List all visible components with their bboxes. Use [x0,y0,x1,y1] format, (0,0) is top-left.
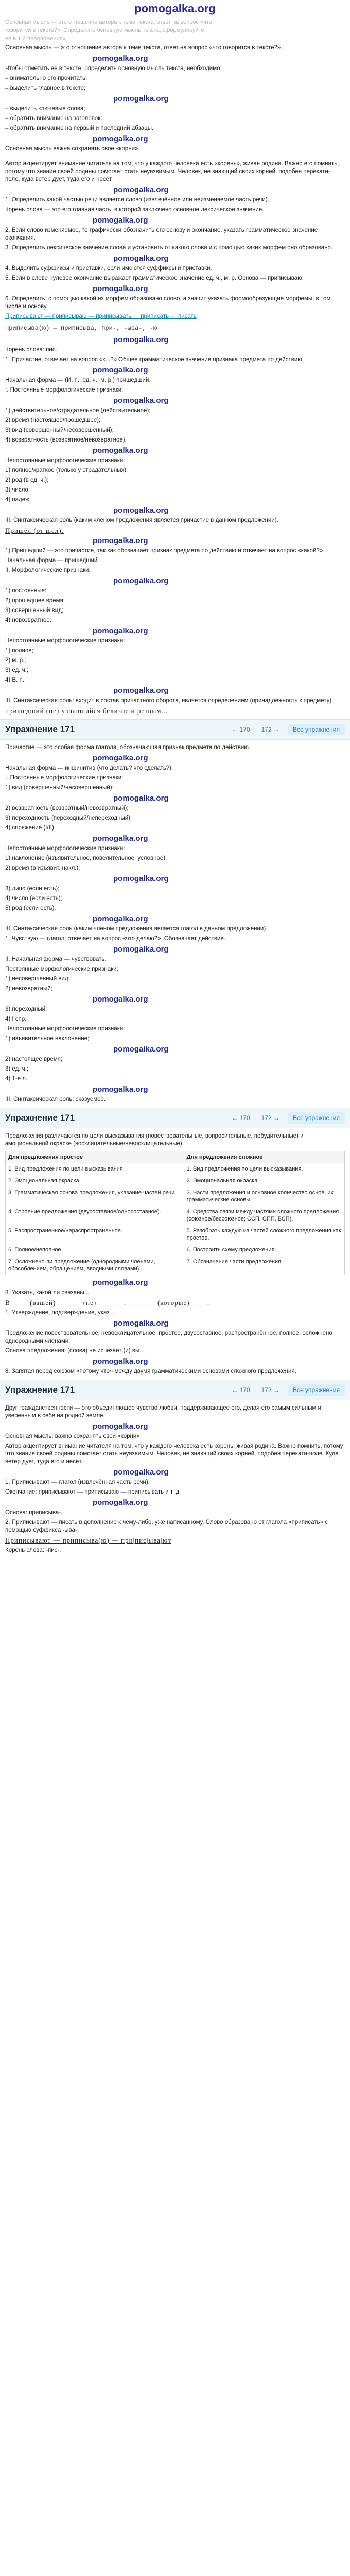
text-line: – обратить внимание на первый и последний абзацы. [5,125,154,131]
text-line: III. Синтаксическая роль: сказуемое. [5,1096,106,1103]
text-line: Предложение повествовательное, невосклицательное, простое, двусоставное, распространённое, полное, осложнено однородными членами. [5,1330,332,1344]
text-line: 2. Приписывают — писать в дополнение к чему-либо, уже написанному. Слово образовано от глагола «приписать» с помощью суффикса -ыва-. [5,1519,328,1533]
table-cell: 7. Обозначение части предложения. [184,1256,344,1275]
exercise-title: Упражнение 171 [5,724,75,734]
watermark: pomogalka.org [113,506,169,515]
text-line: 1. Утверждение, подтверждение, указ... [5,1310,115,1316]
all-exercises-button[interactable]: Все упражнения [288,1112,345,1124]
text-line: 1) вид (совершенный/несовершенный); [5,785,114,791]
table-row [6,1225,345,1244]
table-row [6,1206,345,1225]
text-line: Постоянные морфологические признаки: [5,966,118,972]
text-line: 4. Выделить суффиксы и приставки, если имеются суффиксы и приставки. [5,265,212,272]
exercise-title: Упражнение 171 [5,1113,75,1123]
table-row [6,1175,345,1187]
text-line: 3) вид (совершенный/несовершенный); [5,427,114,433]
text-line: 8. Запятая перед союзом «потому что» между двумя грамматическими основами сложного предложения. [5,1368,296,1375]
next-exercise-link[interactable]: 172 → [258,1114,283,1122]
watermark: pomogalka.org [113,794,169,803]
text-line: 3) ед. ч.; [5,667,29,673]
text-line: Причастие — это особая форма глагола, обозначающая признак предмета по действию. [5,744,251,751]
table-row [6,1256,345,1275]
watermark: pomogalka.org [93,446,148,455]
text-line: 4) I спр. [5,1016,27,1022]
text-line: III. Синтаксическая роль: входит в состав причастного оборота, является определением (принадлежность к предмету). [5,698,334,704]
watermark: pomogalka.org [93,626,148,635]
text-line: 2) время (в изъявит. накл.); [5,865,80,871]
text-line: Основная мысль: важно сохранять свои «корни». [5,1433,142,1439]
faded-line: Основная мысль — это отношение автора к теме текста, ответ на вопрос «что [5,19,212,25]
text-line: Непостоянные морфологические признаки: [5,457,125,464]
watermark: pomogalka.org [113,94,169,103]
text-line: II. Начальная форма — чувствовать. [5,956,107,962]
text-line: 1. Приписывают — глагол (извлечённая часть речи). [5,1479,150,1485]
table-cell: 3. Части предложения и основное количество основ, их грамматические основы. [184,1187,344,1206]
table-cell: 6. Полное/неполное. [6,1244,184,1256]
watermark: pomogalka.org [93,834,148,843]
text-line: 3) переходный; [5,1006,47,1012]
text-line: 3. Определить лексическое значение слова и установить от какого слова и с помощью каких морфем оно образовано. [5,245,333,251]
exercise-nav [229,1112,345,1124]
text-line: 1. Чувствую — глагол: отвечает на вопрос «что делаю?». Обозначает действие. [5,936,225,942]
morph-line: Пришёл (от шёл). [5,527,64,534]
text-line: – внимательно его прочитать; [5,75,87,81]
watermark: pomogalka.org [113,945,169,954]
text-line: 2) невозвратный; [5,986,52,992]
intro-faded [5,19,345,42]
text-line: 2) время (настоящее/прошедшее); [5,417,101,423]
all-exercises-button[interactable]: Все упражнения [288,724,345,735]
table-row [6,1163,345,1175]
text-line: 1) изъявительное наклонение; [5,1036,90,1042]
watermark: pomogalka.org [113,185,169,194]
watermark: pomogalka.org [93,1498,148,1507]
watermark: pomogalka.org [93,754,148,762]
watermark: pomogalka.org [113,686,169,695]
faded-line: говорится в тексте?». Определите основную мысль текста, сформулируйте [5,27,204,33]
text-line: Начальная форма — пришедший. [5,557,99,564]
text-line: 4) невозвратное. [5,617,51,623]
text-line: 1) несовершенный вид; [5,976,70,982]
table-header-cell: Для предложения простое [6,1151,184,1163]
table-header-cell: Для предложения сложное [184,1151,344,1163]
table-cell: 1. Вид предложения по цели высказывания. [6,1163,184,1175]
next-exercise-link[interactable]: 172 → [258,1386,283,1394]
exercise-title: Упражнение 171 [5,1385,75,1395]
watermark: pomogalka.org [113,1468,169,1477]
exercise-header [0,719,350,740]
morpheme-scheme: Приписыва(ю) — приписыва, при-, -ыва-, -ю [5,325,157,332]
watermark: pomogalka.org [113,396,169,405]
table-cell: 7. Осложнено ли предложение (однородными членами, обособлением, обращением, вводными словами). [6,1256,184,1275]
text-line: II. Морфологические признаки: [5,567,91,573]
text-line: 3) переходность (переходный/непереходный); [5,815,132,821]
site-watermark: pomogalka.org [134,2,216,15]
prev-exercise-link[interactable]: ← 170 [229,725,253,734]
watermark: pomogalka.org [113,874,169,883]
text-line: Корень слова: -пис-. [5,1547,61,1553]
text-line: 2) род (в ед. ч.); [5,477,49,483]
table-cell: 3. Грамматическая основа предложения, указание частей речи. [6,1187,184,1206]
text-line: 4) падеж. [5,497,31,503]
text-line: Друг гражданственности — это объединяющее чувство любви, поддерживающее его, делая его самым сильным и уверенным в себе на родной земле. [5,1405,321,1419]
watermark: pomogalka.org [93,914,148,923]
text-line: 4) число (если есть); [5,895,62,902]
watermark: pomogalka.org [93,54,148,63]
text-line: Основа предложения: (слова) не исчезает (и) вы... [5,1348,145,1354]
watermark: pomogalka.org [93,284,148,293]
text-line: 4) 1-е л. [5,1076,28,1082]
text-line: 4) возвратность (возвратное/невозвратное). [5,437,127,443]
text-line: I. Постоянные морфологические признаки: [5,387,124,393]
text-line: 2) возвратность (возвратный/невозвратный); [5,805,129,811]
text-line: – обратить внимание на заголовок; [5,115,102,122]
all-exercises-button[interactable]: Все упражнения [288,1384,345,1396]
text-line: 5. Если в слове нулевое окончание выражает грамматическое значение ед. ч., м. р. Основа — приписываю. [5,275,304,281]
text-line: Основная мысль важна сохранять свое «корни». [5,146,140,152]
watermark: pomogalka.org [93,366,148,375]
text-line: 1) полное/краткое (только у страдательных); [5,467,128,473]
table-cell: 2. Эмоциональная окраска. [184,1175,344,1187]
text-line: Автор акцентирует внимание читателя на том, что у каждого человека есть корень, живая родина. Важно помнить, потому что знание своей родины помогает стать неуязвимым. Человек, не знающий своих корней, подобен перекати-поле. Куда ветер дует, туда его и несёт. [5,1443,343,1465]
exercise-171a-content [5,744,345,1104]
text-line: 3) ед. ч.; [5,1066,29,1072]
next-exercise-link[interactable]: 172 → [258,725,283,734]
watermark: pomogalka.org [93,1357,148,1366]
text-line: Основа: приписыва-. [5,1510,63,1516]
text-line: Корень слова — это его главная часть, в которой заключено основное лексическое значение. [5,207,264,213]
exercise-header [0,1380,350,1400]
text-line: III. Синтаксическая роль (каким членом предложения является глагол в данном предложении). [5,926,268,932]
exercise-1-content [5,44,345,715]
table-cell: 1. Вид предложения по цели высказывания. [184,1163,344,1175]
text-line: 1) постоянные: [5,588,47,594]
text-line: Чтобы отметить ее в тексте, определить основную мысль текста, необходимо: [5,65,222,72]
text-line: 1) Пришедший — это причастие, так как обозначает признак предмета по действию и отвечает на вопрос «какой?». [5,548,325,554]
text-line: 4) В. п.; [5,677,26,683]
table-cell: 5. Разобрать каждую из частей сложного предложения как простое. [184,1225,344,1244]
text-line: – выделить главное в тексте; [5,85,86,91]
comparison-table [5,1151,345,1275]
table-cell: 6. Построить схему предложения. [184,1244,344,1256]
text-line: 1) действительное/страдательное (действительное); [5,408,151,414]
text-line: Непостоянные морфологические признаки: [5,638,125,644]
text-line: 2) настоящее время; [5,1056,63,1062]
text-line: Начальная форма — инфинитив (что делать? что сделать?) [5,765,172,771]
derivation-line: Приписывают — приписыва(ю) — при|пис|ыва|ют [5,1536,171,1544]
prev-exercise-link[interactable]: ← 170 [229,1386,253,1394]
text-line: Предложения различаются по цели высказывания (повествовательные, вопросительные, побудительные) и эмоциональной окраске (восклицательные/невосклицательные). [5,1133,304,1147]
prev-exercise-link[interactable]: ← 170 [229,1114,253,1122]
exercise-header [0,1108,350,1128]
text-line: 2) м. р.; [5,657,26,664]
watermark: pomogalka.org [113,1045,169,1054]
derivation-line: Приписывают — приписываю — приписывать ← приписать ← писать [5,313,197,319]
text-line: 8. Указать, какой ли связаны... [5,1290,90,1296]
exercise-171c-content [5,1404,345,1554]
text-line: I. Постоянные морфологические признаки: [5,775,124,781]
text-line: 2) прошедшее время; [5,598,65,604]
watermark: pomogalka.org [93,134,148,143]
exercise-nav [229,724,345,735]
text-line: 3) число; [5,487,30,493]
text-line: 1. Определить какой частью речи является слово (извлечённое или неизменяемое часть речи). [5,197,269,203]
watermark: pomogalka.org [113,1319,169,1328]
exercise-171b-content [5,1132,345,1376]
text-line: – выделить ключевые слова; [5,106,85,112]
watermark: pomogalka.org [93,995,148,1004]
text-line: Автор акцентирует внимание читателя на том, что у каждого человека есть «корень», живая родина. Важно его помнить, потому что знание своей родины помогает стать неуязвимым. Человек, не знающий своих корней, подобен перекати-поле, куда ветер дует, туда его и несёт. [5,161,339,182]
text-line: 1) полное; [5,648,33,654]
text-line: Основная мысль — это отношение автора к теме текста, ответ на вопрос «что говорится в тексте?». [5,45,283,51]
watermark: pomogalka.org [113,335,169,344]
example-sentence: пришедший (не) узнавшийся белизне и резвым... [5,707,168,715]
text-line: 4) спряжение (I/II). [5,825,56,831]
watermark: pomogalka.org [93,1422,148,1431]
table-row [6,1187,345,1206]
watermark: pomogalka.org [93,1085,148,1094]
text-line: 2. Если слово изменяемое, то графически обозначить его основу и окончание, указать грамматическое значение окончания. [5,227,318,241]
text-line: Окончание: приписывают — приписываю — приписывать и т. д. [5,1489,181,1495]
table-header-row [6,1151,345,1163]
watermark: pomogalka.org [93,216,148,225]
text-line: Начальная форма — (И. п., ед. ч., м. р.) пришедший. [5,377,151,383]
exercise-nav [229,1384,345,1396]
text-line: Корень слова: пис. [5,347,57,353]
text-line: 6. Определить, с помощью какой из морфем образовано слово, а значит указать формообразующие морфемы, в том числе и основу. [5,296,331,310]
watermark: pomogalka.org [113,254,169,263]
table-row [6,1244,345,1256]
table-cell: 2. Эмоциональная окраска. [6,1175,184,1187]
watermark: pomogalka.org [113,577,169,585]
table-cell: 5. Распространенное/нераспространенное. [6,1225,184,1244]
text-line: 3) лицо (если есть); [5,886,60,892]
text-line: 5) род (если есть). [5,905,56,911]
sentence-scheme: В ____ (вашей) ______ (не) ______ , _______ (которые) ____. [5,1299,210,1307]
watermark: pomogalka.org [93,1278,148,1287]
text-line: 3) совершенный вид; [5,607,64,614]
text-line: Непостоянные морфологические признаки: [5,1026,125,1032]
table-cell: 4. Средства связи между частями сложного предложения (союзное/бессоюзное; ССП, СПП, БСП). [184,1206,344,1225]
watermark: pomogalka.org [93,536,148,545]
text-line: III. Синтаксическая роль (каким членом предложения является причастие в данном предложении). [5,517,278,523]
table-cell: 4. Строение предложения (двусоставное/односоставное). [6,1206,184,1225]
text-line: 1. Причастие, отвечает на вопрос «к...?» Общее грамматическое значение признака предмета по действию. [5,357,304,363]
text-line: 1) наклонение (изъявительное, повелительное, условное); [5,855,167,861]
faded-line: её в 1-2 предложениях. [5,36,67,42]
text-line: Непостоянные морфологические признаки: [5,845,125,852]
